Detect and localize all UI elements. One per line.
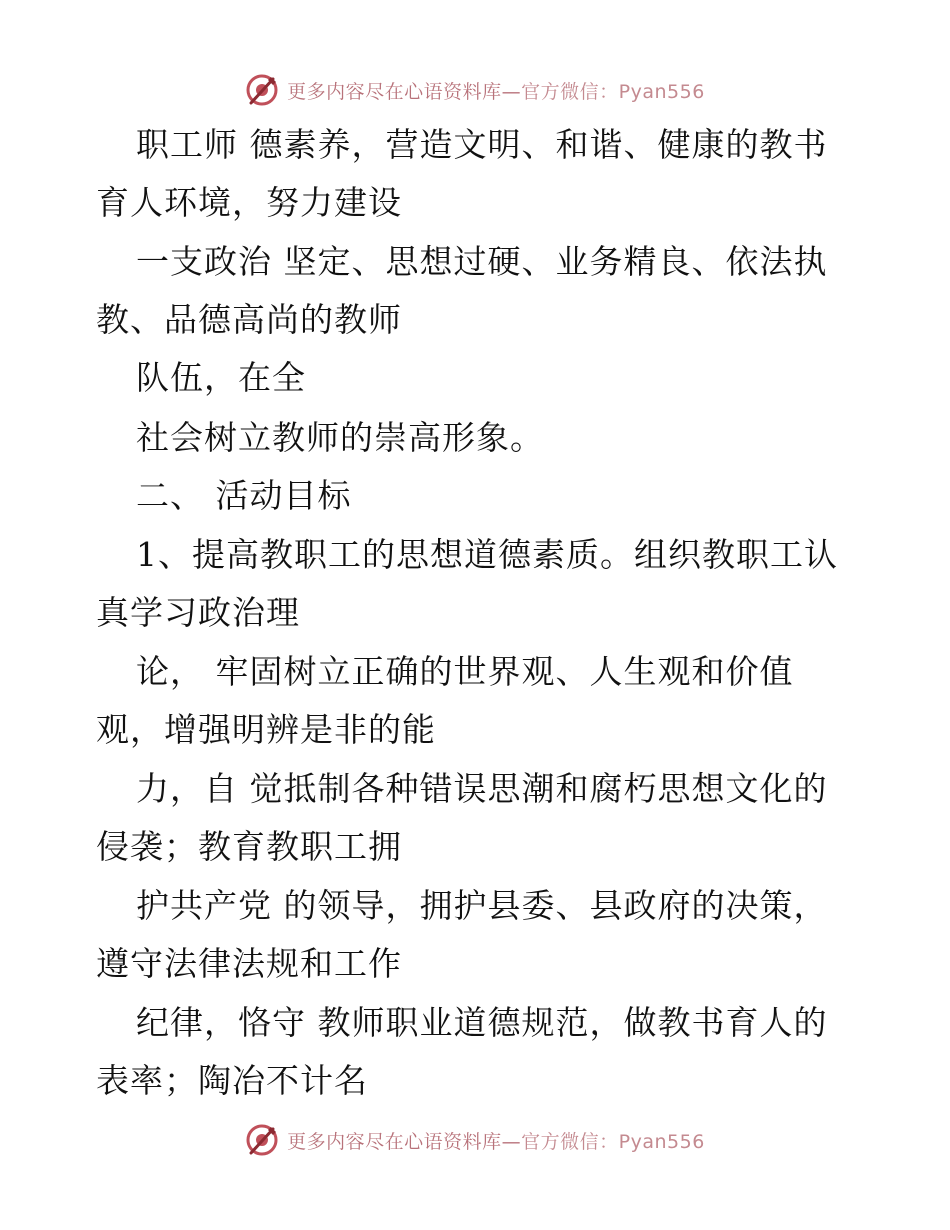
header-banner — [0, 70, 950, 110]
banner-title: 更多内容尽在心语资料库 — [287, 80, 502, 103]
body-line: 力，自 觉抵制各种错误思潮和腐朽思想文化的 — [136, 769, 828, 808]
banner-wechat: 官方微信：Pyan556 — [521, 1130, 705, 1153]
body-line: 育人环境，努力建设 — [96, 183, 402, 222]
body-line: 纪律，恪守 教师职业道德规范，做教书育人的 — [136, 1003, 828, 1042]
body-line: 遵守法律法规和工作 — [96, 944, 402, 983]
body-line: 社会树立教师的崇高形象。 — [136, 418, 544, 457]
banner-title: 更多内容尽在心语资料库 — [287, 1130, 502, 1153]
body-line: 表率；陶冶不计名 — [96, 1061, 368, 1100]
banner-text — [287, 77, 705, 104]
pen-logo-icon — [245, 73, 279, 107]
footer-banner — [0, 1120, 950, 1160]
body-line: 护共产党 的领导，拥护县委、县政府的决策， — [136, 886, 828, 925]
body-line: 真学习政治理 — [96, 593, 300, 632]
body-line: 观，增强明辨是非的能 — [96, 710, 436, 749]
body-line: 职工师 德素养，营造文明、和谐、健康的教书 — [136, 125, 828, 164]
banner-separator: — — [501, 80, 522, 103]
body-line: 1、提高教职工的思想道德素质。组织教职工认 — [136, 535, 838, 574]
section-heading: 二、 活动目标 — [136, 476, 352, 515]
body-line: 论， 牢固树立正确的世界观、人生观和价值 — [136, 652, 794, 691]
body-line: 一支政治 坚定、思想过硬、业务精良、依法执 — [136, 242, 828, 281]
pen-logo-icon — [245, 1123, 279, 1157]
body-line: 队伍，在全 — [136, 358, 306, 397]
banner-text — [287, 1127, 705, 1154]
body-line: 侵袭；教育教职工拥 — [96, 827, 402, 866]
banner-separator: — — [501, 1130, 522, 1153]
body-line: 教、品德高尚的教师 — [96, 300, 402, 339]
banner-wechat: 官方微信：Pyan556 — [521, 80, 705, 103]
